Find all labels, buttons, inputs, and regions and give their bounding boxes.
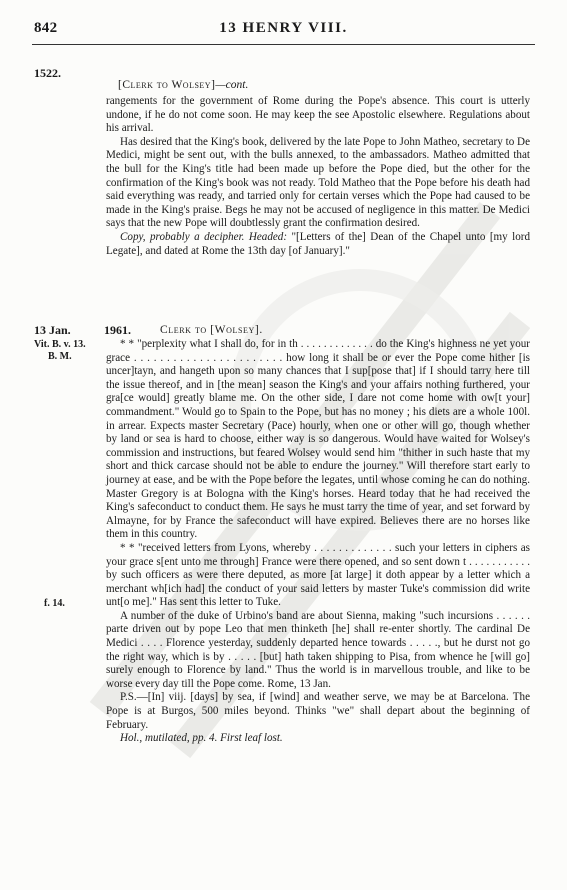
entry-paragraph-2: * * "received letters from Lyons, whereby . . . . . . . . . . . . . such your letters in ciphers as your grace s[ent unto me through] France were there opened, and so sent down t . . . . . . . . . . . by such officers as were there deputed, as more [at large] it doth appear by a letter which a merchant wh[ich had] the conduct of your said letters by master Tuke's commission did write unt[o me]." Has sent this letter to Tuke.	[106, 541, 530, 609]
entry-body	[106, 338, 530, 746]
margin-folio: f. 14.	[44, 598, 65, 609]
source-note-italic: Copy, probably a decipher. Headed:	[120, 230, 288, 243]
entry-title: Clerk to [Wolsey].	[160, 324, 263, 336]
entry-paragraph-5: Hol., mutilated, pp. 4. First leaf lost.	[120, 732, 283, 745]
entry-paragraph-4: P.S.—[In] viij. [days] by sea, if [wind] and weather serve, we may be at Barcelona. The Pope is at Burgos, 500 miles beyond. Thinks "we" shall depart about the beginning of February.	[106, 691, 530, 731]
header-rule	[32, 44, 535, 45]
margin-reference	[34, 339, 86, 362]
reference-library: B. M.	[48, 350, 72, 362]
entry-date: 13 Jan.	[34, 323, 71, 337]
continuation-heading	[118, 79, 248, 91]
entry-number: 1961.	[104, 323, 131, 337]
continuation-paragraph-2: Has desired that the King's book, delivered by the late Pope to John Matheo, secretary to De Medici, might be sent out, with the bulls annexed, to the ambassadors. Matheo admitted that the bull for the King's title had been made up before the Pope died, but the other for the confirmation of the King's book was not ready. Told Matheo that the Pope before his death had said everything was ready, and tarried only for certain verses which the Pope had caused to be made in the King's praise. Begs he may not be accused of negligence in this matter. De Medici says that the new Pope will doubtlessly grant the confirmation desired.	[106, 135, 530, 230]
continuation-paragraph-3	[106, 231, 530, 258]
continuation-body	[106, 95, 530, 258]
continuation-paragraph-1: rangements for the government of Rome during the Pope's absence. This court is utterly undone, if he do not come soon. He may keep the see Apostolic elsewhere. Regulations about his arrival.	[106, 95, 530, 135]
reference-manuscript: Vit. B. v. 13.	[34, 339, 86, 350]
continuation-suffix: —cont.	[215, 79, 249, 91]
running-title: 13 HENRY VIII.	[219, 20, 348, 36]
entry-paragraph-3: A number of the duke of Urbino's band are about Sienna, making "such incursions . . . . . . parte driven out by pope Leo that men thinketh [he] shall re-enter shortly. The cardinal De Medici . . . . Florence yesterday, suddenly departed hence towards . . . . ., but he durst not go the right way, which is by . . . . . [but] hath taken shipping to Pisa, from whence he [will go] surely enough to Florence by land." Thus the world is in marvellous trouble, and like to be worse every day till the Pope come. Rome, 13 Jan.	[106, 609, 530, 690]
entry-paragraph-1: * * "perplexity what I shall do, for in th . . . . . . . . . . . . . do the King's highness ne yet your grace . . . . . . . . . . . . . . . . . . . . . . . how long it shall be or ever the Pope come hither [is uncer]tayn, and hangeth upon so many chances that I sup[pose that] if I should tarry here till the issue thereof, and in [the mean] season the King's and your affairs nothing furthered, your gra[ce would] greatly blame me. On the other side, I dare not come home with ow[t your] commandment." Would go to Spain to the Pope, but has no money ; his diets are a whole 100l. in arrear. Expects master Secretary (Pace) hourly, when one or other will go, though whether by land or sea is hard to choose, either way is so dangerous. Would have waited for Wolsey's commission and instructions, but feared Wolsey would send him "thither in such haste that my short and thick carcase should not be able to endure the journey." Will therefore start early to journey at ease, and be with the Pope before the legates, until whose coming he can do nothing. Master Gregory is at Bologna with the King's horses. Heard today that he had received the King's safeconduct to conduct them. He says he must tarry the time of year, and set forward by Almayne, for by France the safeconduct will have expired. Believes there are no horses like them in this country.	[106, 338, 530, 541]
source-note-text: "[Letters of the] Dean of the Chapel unto [my lord Legate], and dated at Rome the 13th day [of January]."	[106, 230, 530, 257]
margin-year: 1522.	[34, 66, 61, 80]
page-number: 842	[34, 20, 58, 36]
continuation-heading-text: [Clerk to Wolsey]	[118, 79, 216, 91]
